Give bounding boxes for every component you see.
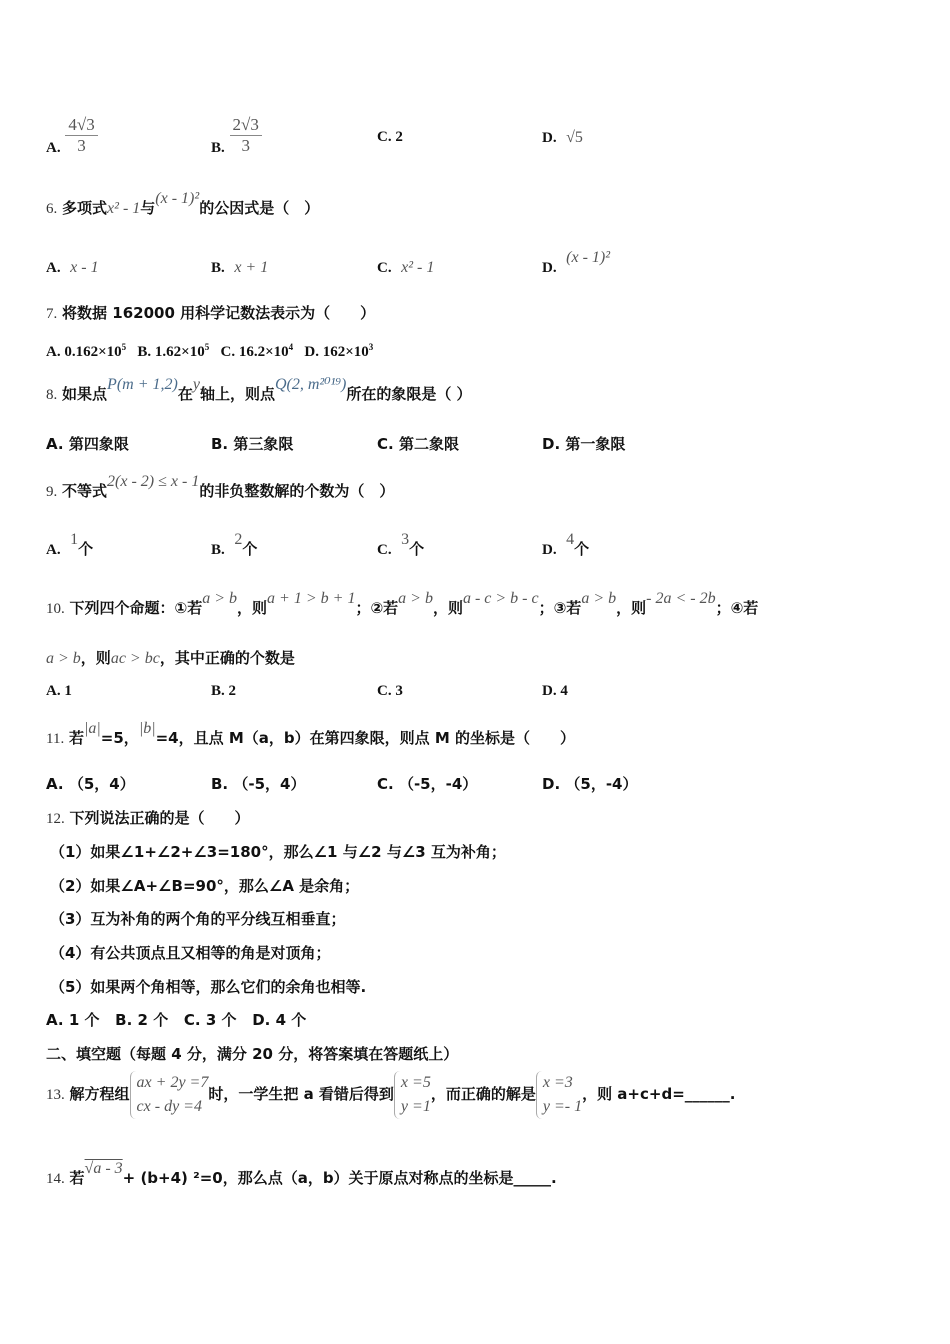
option-label: A. bbox=[46, 140, 61, 156]
question-number: 7. bbox=[46, 306, 58, 322]
option-label: B. bbox=[211, 260, 225, 276]
option-text: 1.62×10 bbox=[154, 344, 205, 360]
fraction bbox=[65, 115, 97, 156]
option-label: D. bbox=[542, 683, 557, 699]
option-unit: 个 bbox=[78, 540, 94, 558]
equation: x =5 bbox=[400, 1073, 431, 1091]
option-label: B. bbox=[211, 542, 225, 558]
option-text: 2 个 bbox=[137, 1011, 169, 1029]
question-number: 11. bbox=[46, 731, 65, 747]
question-7 bbox=[46, 303, 375, 324]
option-text: （5，4） bbox=[68, 775, 135, 793]
math: 2(x - 2) ≤ x - 1 bbox=[107, 473, 200, 490]
question-14 bbox=[46, 1160, 557, 1189]
option-label: A. bbox=[46, 683, 61, 699]
equation: y =- 1 bbox=[542, 1097, 583, 1115]
question-number: 14. bbox=[46, 1171, 65, 1187]
option-unit: 个 bbox=[574, 540, 590, 558]
option-text: 3 个 bbox=[205, 1011, 237, 1029]
option-label: B. bbox=[211, 775, 229, 793]
q9-option-d bbox=[542, 531, 590, 560]
text: ，则 bbox=[237, 599, 268, 617]
exponent: 3 bbox=[368, 342, 374, 352]
option-text: 1 bbox=[64, 683, 72, 699]
option-label: A. bbox=[46, 435, 64, 453]
option-number: 4 bbox=[566, 531, 575, 548]
text: 解方程组 bbox=[69, 1085, 130, 1103]
q6-option-a bbox=[46, 257, 99, 278]
question-10-line-2 bbox=[46, 648, 295, 669]
math: a - c > b - c bbox=[462, 590, 539, 607]
question-8 bbox=[46, 376, 472, 405]
section-heading: 二、填空题（每题 4 分，满分 20 分，将答案填在答题纸上） bbox=[46, 1045, 459, 1063]
q6-option-d bbox=[542, 249, 611, 278]
text: ；④若 bbox=[715, 599, 759, 617]
text: 不等式 bbox=[62, 482, 108, 500]
q8-option-c bbox=[377, 434, 459, 454]
text: =5， bbox=[100, 729, 139, 747]
correct-solution bbox=[536, 1071, 582, 1119]
option-number: 3 bbox=[401, 531, 410, 548]
equation-system bbox=[130, 1071, 209, 1119]
option-label: C. bbox=[183, 1011, 201, 1029]
question-text: 将数据 162000 用科学记数法表示为（ ） bbox=[62, 304, 376, 322]
text: 在 bbox=[177, 385, 193, 403]
question-number: 8. bbox=[46, 387, 58, 403]
q11-option-b bbox=[211, 774, 305, 794]
option-label: C. bbox=[220, 344, 236, 360]
option-math: x + 1 bbox=[234, 259, 269, 276]
denominator: 3 bbox=[241, 136, 250, 155]
q12-options bbox=[46, 1010, 306, 1030]
option-label: C. bbox=[377, 542, 392, 558]
exponent: 5 bbox=[121, 342, 127, 352]
numerator: 4√3 bbox=[65, 115, 97, 136]
option-label: D. bbox=[542, 435, 561, 453]
q12-statement-1: （1）如果∠1+∠2+∠3=180°，那么∠1 与∠2 与∠3 互为补角； bbox=[50, 843, 506, 861]
option-label: D. bbox=[542, 260, 557, 276]
option-text: 4 bbox=[560, 683, 568, 699]
q7-option-d bbox=[304, 344, 373, 360]
option-label: C. bbox=[377, 435, 394, 453]
math: a > b bbox=[46, 650, 81, 667]
q6-option-c bbox=[377, 257, 434, 278]
q7-option-c bbox=[220, 344, 293, 360]
exponent: 4 bbox=[288, 342, 294, 352]
text: ，则 a+c+d=______. bbox=[582, 1085, 736, 1103]
text: ，则 bbox=[616, 599, 647, 617]
option-label: A. bbox=[46, 1011, 64, 1029]
text: =4，且点 M（a，b）在第四象限，则点 M 的坐标是（ ） bbox=[155, 729, 575, 747]
text: 若 bbox=[69, 1169, 85, 1187]
math: a + 1 > b + 1 bbox=[267, 590, 356, 607]
option-text: 第一象限 bbox=[565, 435, 626, 453]
q12-option-d bbox=[252, 1011, 306, 1029]
math: √a - 3 bbox=[84, 1160, 123, 1177]
q12-statement-3: （3）互为补角的两个角的平分线互相垂直； bbox=[50, 910, 346, 928]
question-number: 12. bbox=[46, 811, 65, 827]
math: y bbox=[192, 376, 200, 393]
q6-option-b bbox=[211, 257, 268, 278]
denominator: 3 bbox=[77, 136, 86, 155]
q7-option-a bbox=[46, 344, 126, 360]
math: a > b bbox=[398, 590, 433, 607]
option-text: 第三象限 bbox=[233, 435, 294, 453]
q12-statement-5: （5）如果两个角相等，那么它们的余角也相等. bbox=[50, 978, 367, 996]
option-text: 1 个 bbox=[68, 1011, 100, 1029]
option-text: 0.162×10 bbox=[64, 344, 122, 360]
option-math: (x - 1)² bbox=[566, 249, 611, 266]
equation: x =3 bbox=[542, 1073, 573, 1091]
option-text: 4 个 bbox=[275, 1011, 307, 1029]
q8-option-a bbox=[46, 434, 129, 454]
q7-options bbox=[46, 337, 373, 362]
math: - 2a < - 2b bbox=[646, 590, 716, 607]
q12-statement-4: （4）有公共顶点且又相等的角是对顶角； bbox=[50, 944, 331, 962]
math: Q(2, m²⁰¹⁹) bbox=[274, 376, 347, 393]
q11-option-d bbox=[542, 774, 638, 794]
question-number: 9. bbox=[46, 484, 58, 500]
option-label: C. bbox=[377, 683, 392, 699]
text: 的公因式是（ ） bbox=[199, 199, 320, 217]
option-label: C. bbox=[377, 260, 392, 276]
option-text: 16.2×10 bbox=[238, 344, 289, 360]
option-label: C. bbox=[377, 129, 392, 145]
q9-option-b bbox=[211, 531, 258, 560]
text: 与 bbox=[140, 199, 156, 217]
option-text: 2 bbox=[395, 129, 403, 145]
option-label: A. bbox=[46, 260, 61, 276]
q11-option-a bbox=[46, 774, 135, 794]
option-number: 1 bbox=[70, 531, 79, 548]
q11-option-c bbox=[377, 774, 477, 794]
q12-statement-2: （2）如果∠A+∠B=90°，那么∠A 是余角； bbox=[50, 877, 360, 895]
fraction bbox=[230, 115, 262, 156]
text: ；③若 bbox=[538, 599, 582, 617]
math: (x - 1)² bbox=[155, 190, 200, 207]
option-label: D. bbox=[542, 542, 557, 558]
option-label: A. bbox=[46, 542, 61, 558]
wrong-solution bbox=[394, 1071, 431, 1119]
q12-option-a bbox=[46, 1011, 100, 1029]
option-label: D. bbox=[542, 775, 561, 793]
question-number: 10. bbox=[46, 601, 65, 617]
option-number: 2 bbox=[234, 531, 243, 548]
equation: ax + 2y =7 bbox=[136, 1073, 209, 1091]
question-10 bbox=[46, 590, 759, 619]
text: ；②若 bbox=[355, 599, 399, 617]
option-label: B. bbox=[137, 344, 152, 360]
q5-option-d bbox=[542, 127, 583, 148]
option-text: 第二象限 bbox=[398, 435, 459, 453]
option-label: B. bbox=[211, 140, 225, 156]
option-unit: 个 bbox=[409, 540, 425, 558]
q5-option-b bbox=[211, 115, 262, 168]
question-12 bbox=[46, 808, 250, 829]
text: 如果点 bbox=[62, 385, 108, 403]
option-label: C. bbox=[377, 775, 394, 793]
numerator: 2√3 bbox=[230, 115, 262, 136]
option-label: B. bbox=[211, 435, 229, 453]
text: ，其中正确的个数是 bbox=[159, 649, 295, 667]
q9-option-c bbox=[377, 531, 425, 560]
text: 多项式 bbox=[62, 199, 108, 217]
text: 时，一学生把 a 看错后得到 bbox=[208, 1085, 394, 1103]
text: ，而正确的解是 bbox=[430, 1085, 536, 1103]
option-label: B. bbox=[211, 683, 225, 699]
q10-option-c bbox=[377, 681, 403, 701]
option-label: D. bbox=[542, 130, 557, 146]
option-label: D. bbox=[304, 344, 319, 360]
q7-option-b bbox=[137, 344, 209, 360]
equation: y =1 bbox=[400, 1097, 431, 1115]
question-6 bbox=[46, 190, 320, 219]
q8-option-b bbox=[211, 434, 293, 454]
q10-option-d bbox=[542, 681, 568, 701]
option-text: （5，-4） bbox=[565, 775, 638, 793]
q10-option-a bbox=[46, 681, 72, 701]
text: 若 bbox=[68, 729, 84, 747]
math: P(m + 1,2) bbox=[107, 376, 178, 393]
question-11 bbox=[46, 720, 575, 749]
option-text: （-5，-4） bbox=[398, 775, 478, 793]
math: a > b bbox=[581, 590, 617, 607]
option-math: √5 bbox=[566, 129, 583, 146]
question-number: 13. bbox=[46, 1087, 65, 1103]
q12-option-c bbox=[184, 1011, 237, 1029]
text: ，则 bbox=[432, 599, 463, 617]
option-label: A. bbox=[46, 344, 61, 360]
question-13 bbox=[46, 1070, 735, 1119]
math: x² - 1 bbox=[107, 200, 141, 217]
q5-option-c bbox=[377, 127, 403, 147]
question-number: 6. bbox=[46, 201, 58, 217]
option-text: 3 bbox=[395, 683, 403, 699]
option-text: 162×10 bbox=[322, 344, 369, 360]
text: 的非负整数解的个数为（ ） bbox=[199, 482, 395, 500]
math: a > b bbox=[202, 590, 238, 607]
exponent: 5 bbox=[204, 342, 210, 352]
text: 下列四个命题：①若 bbox=[69, 599, 203, 617]
option-label: A. bbox=[46, 775, 64, 793]
q8-option-d bbox=[542, 434, 625, 454]
text: ，则 bbox=[80, 649, 111, 667]
text: 所在的象限是（ ） bbox=[346, 385, 472, 403]
math: |a| bbox=[84, 720, 101, 737]
q10-option-b bbox=[211, 681, 236, 701]
option-math: x² - 1 bbox=[401, 259, 435, 276]
text: 轴上，则点 bbox=[199, 385, 275, 403]
question-9 bbox=[46, 473, 395, 502]
option-text: 2 bbox=[228, 683, 237, 699]
option-text: （-5，4） bbox=[233, 775, 306, 793]
option-label: B. bbox=[115, 1011, 133, 1029]
option-unit: 个 bbox=[242, 540, 258, 558]
q9-option-a bbox=[46, 531, 94, 560]
option-text: 第四象限 bbox=[68, 435, 129, 453]
option-math: x - 1 bbox=[70, 259, 99, 276]
option-label: D. bbox=[252, 1011, 271, 1029]
q5-option-a bbox=[46, 115, 98, 168]
text: + (b+4) ²=0，那么点（a，b）关于原点对称点的坐标是_____. bbox=[122, 1169, 557, 1187]
math: ac > bc bbox=[110, 650, 160, 667]
q12-option-b bbox=[115, 1011, 168, 1029]
math: |b| bbox=[138, 720, 156, 737]
equation: cx - dy =4 bbox=[136, 1097, 202, 1115]
question-text: 下列说法正确的是（ ） bbox=[69, 809, 250, 827]
